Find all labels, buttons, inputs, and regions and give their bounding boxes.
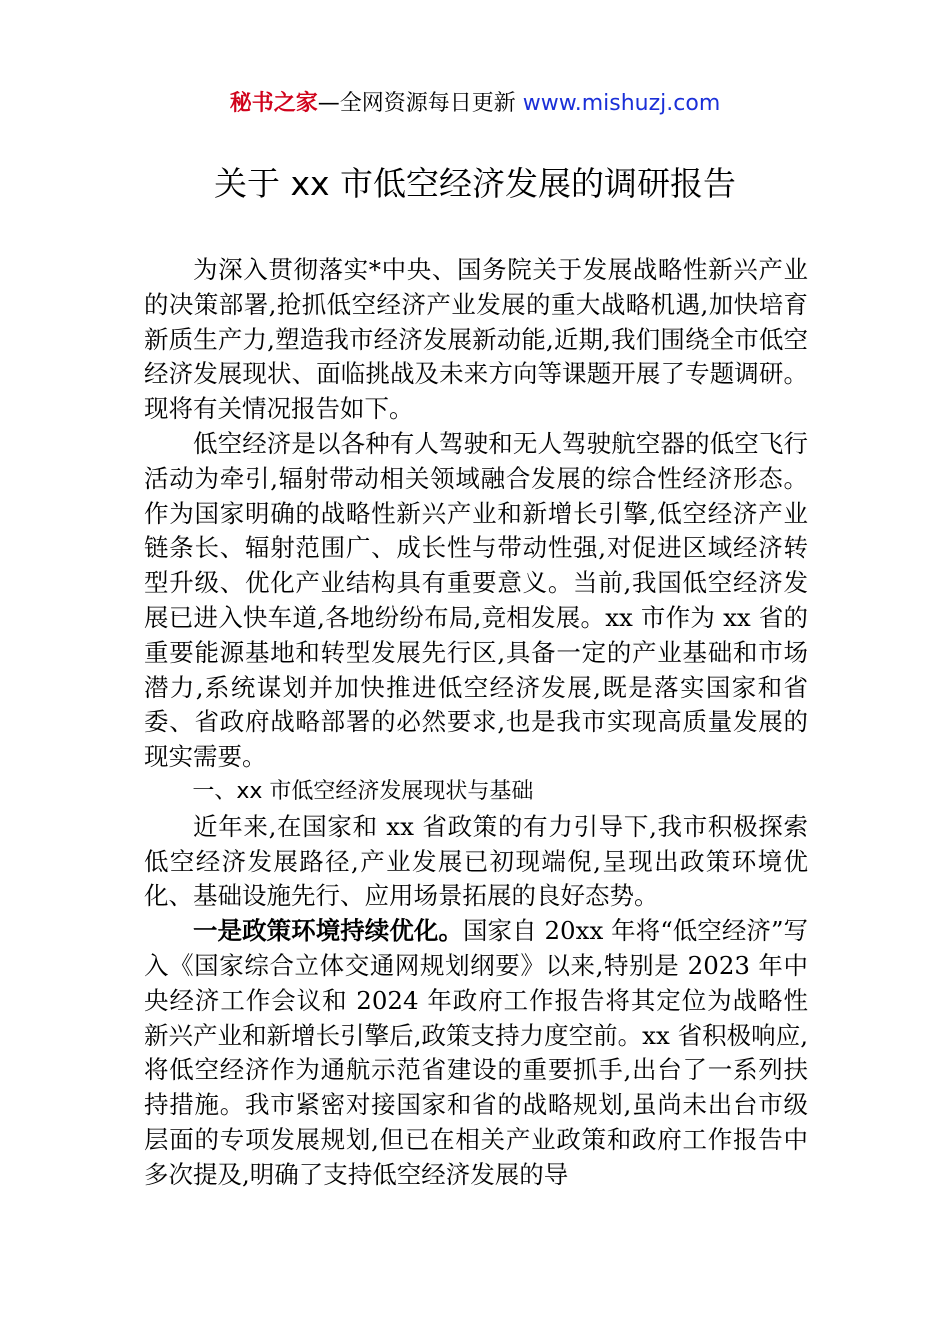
header-tagline: —全网资源每日更新: [317, 91, 523, 116]
brand-name: 秘书之家: [229, 91, 318, 116]
section-1-intro-paragraph: 近年来,在国家和 xx 省政策的有力引导下,我市积极探索低空经济发展路径,产业发展已初现端倪,呈现出政策环境优化、基础设施先行、应用场景拓展的良好态势。: [144, 811, 808, 911]
point-1-body: 国家自 20xx 年将“低空经济”写入《国家综合立体交通网规划纲要》以来,特别是 2023 年中央经济工作会议和 2024 年政府工作报告将其定位为战略性新兴产业和新增长引擎后,政策支持力度空前。xx 省积极响应,将低空经济作为通航示范省建设的重要抓手,出台了一系列扶持措施。我市紧密对接国家和省的战略规划,虽尚未出台市级层面的专项发展规划,但已在相关产业政策和政府工作报告中多次提及,明确了支持低空经济发展的导: [144, 916, 809, 1189]
background-paragraph: 低空经济是以各种有人驾驶和无人驾驶航空器的低空飞行活动为牵引,辐射带动相关领域融合发展的综合性经济形态。作为国家明确的战略性新兴产业和新增长引擎,低空经济产业链条长、辐射范围广、成长性与带动性强,对促进区域经济转型升级、优化产业结构具有重要意义。当前,我国低空经济发展已进入快车道,各地纷纷布局,竞相发展。xx 市作为 xx 省的重要能源基地和转型发展先行区,具备一定的产业基础和市场潜力,系统谋划并加快推进低空经济发展,既是落实国家和省委、省政府战略部署的必然要求,也是我市实现高质量发展的现实需要。: [144, 428, 808, 772]
point-1-lead: 一是政策环境持续优化。: [193, 916, 463, 946]
section-heading-1: 一、xx 市低空经济发展现状与基础: [192, 778, 534, 804]
site-header: [0, 88, 950, 120]
site-url-link[interactable]: www.mishuzj.com: [522, 91, 721, 116]
intro-paragraph: 为深入贯彻落实*中央、国务院关于发展战略性新兴产业的决策部署,抢抓低空经济产业发展的重大战略机遇,加快培育新质生产力,塑造我市经济发展新动能,近期,我们围绕全市低空经济发展现状、面临挑战及未来方向等课题开展了专题调研。现将有关情况报告如下。: [144, 255, 808, 424]
document-body: [144, 253, 808, 1193]
document-title: 关于 xx 市低空经济发展的调研报告: [213, 164, 737, 203]
point-1-paragraph: [144, 914, 808, 1192]
